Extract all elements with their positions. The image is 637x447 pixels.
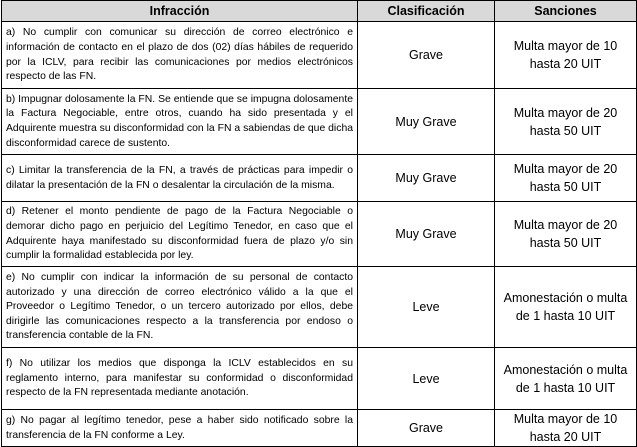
clasificacion-cell: Muy Grave bbox=[358, 202, 495, 267]
table-row bbox=[2, 267, 637, 348]
table-row bbox=[2, 155, 637, 202]
infraccion-cell: d) Retener el monto pendiente de pago de la Factura Negociable o demorar dicho pago en perjuicio del Legítimo Tenedor, en caso que el Adquirente haya manifestado su disconformidad fuera de plazo y/o sin cumplir la formalidad establecida por ley. bbox=[2, 202, 358, 267]
sanctions-table bbox=[1, 0, 637, 447]
infraccion-cell: f) No utilizar los medios que disponga la ICLV establecidos en su reglamento interno, para manifestar su conformidad o disconformidad respecto de la FN representada mediante anotación. bbox=[2, 348, 358, 410]
clasificacion-cell: Leve bbox=[358, 267, 495, 348]
sancion-cell: Multa mayor de 20 hasta 50 UIT bbox=[495, 202, 637, 267]
sancion-cell: Multa mayor de 20 hasta 50 UIT bbox=[495, 155, 637, 202]
infraccion-cell: b) Impugnar dolosamente la FN. Se entiende que se impugna dolosamente la Factura Negociable, entre otros, cuando ha sido presentada y el Adquirente muestra su disconformidad con la FN a sabiendas de que dicha disconformidad carece de sustento. bbox=[2, 89, 358, 155]
table-row bbox=[2, 348, 637, 410]
infraccion-cell: g) No pagar al legítimo tenedor, pese a haber sido notificado sobre la transferencia de la FN conforme a Ley. bbox=[2, 410, 358, 447]
sancion-cell: Amonestación o multa de 1 hasta 10 UIT bbox=[495, 267, 637, 348]
clasificacion-cell: Muy Grave bbox=[358, 155, 495, 202]
header-infraccion: Infracción bbox=[2, 1, 358, 22]
sancion-cell: Multa mayor de 10 hasta 20 UIT bbox=[495, 410, 637, 447]
table-row bbox=[2, 22, 637, 89]
sancion-cell: Amonestación o multa de 1 hasta 10 UIT bbox=[495, 348, 637, 410]
clasificacion-cell: Grave bbox=[358, 22, 495, 89]
infraccion-cell: a) No cumplir con comunicar su dirección de correo electrónico e información de contacto en el plazo de dos (02) días hábiles de requerido por la ICLV, para recibir las comunicaciones por medios electrónicos respecto de las FN. bbox=[2, 22, 358, 89]
table-body bbox=[2, 22, 637, 447]
header-row bbox=[2, 1, 637, 22]
header-clasificacion: Clasificación bbox=[358, 1, 495, 22]
sancion-cell: Multa mayor de 10 hasta 20 UIT bbox=[495, 22, 637, 89]
clasificacion-cell: Grave bbox=[358, 410, 495, 447]
clasificacion-cell: Leve bbox=[358, 348, 495, 410]
table-row bbox=[2, 89, 637, 155]
table-header bbox=[2, 1, 637, 22]
sancion-cell: Multa mayor de 20 hasta 50 UIT bbox=[495, 89, 637, 155]
infraccion-cell: e) No cumplir con indicar la información de su personal de contacto autorizado y una dirección de correo electrónico válido a la que el Proveedor o Legítimo Tenedor, o un tercero autorizado por ellos, debe dirigirle las comunicaciones respecto a la transferencia por endoso o transferencia contable de la FN. bbox=[2, 267, 358, 348]
table-row bbox=[2, 410, 637, 447]
clasificacion-cell: Muy Grave bbox=[358, 89, 495, 155]
table-row bbox=[2, 202, 637, 267]
infraccion-cell: c) Limitar la transferencia de la FN, a través de prácticas para impedir o dilatar la presentación de la FN o desalentar la circulación de la misma. bbox=[2, 155, 358, 202]
header-sanciones: Sanciones bbox=[495, 1, 637, 22]
